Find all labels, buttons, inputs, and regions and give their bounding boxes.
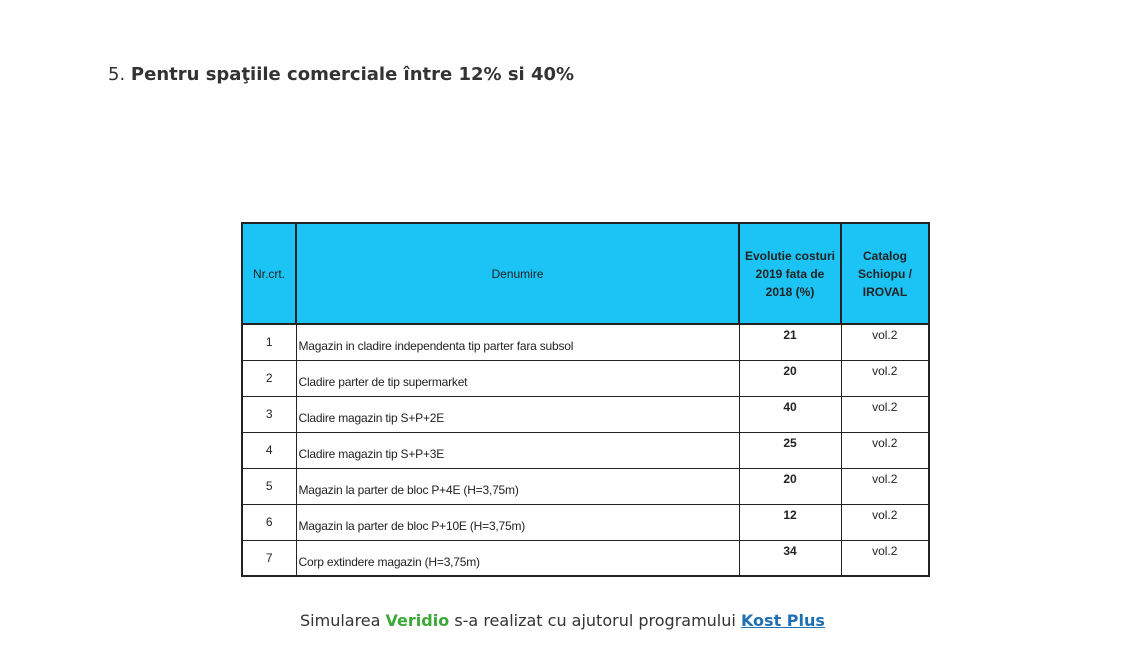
table-body (242, 324, 929, 576)
section-title: Pentru spaţiile comerciale între 12% si 40% (130, 64, 575, 85)
row-catalog: vol.2 (841, 540, 929, 576)
row-name: Magazin la parter de bloc P+4E (H=3,75m) (296, 468, 739, 504)
row-evolution-value: 25 (739, 432, 841, 468)
row-nr: 6 (242, 504, 296, 540)
row-evolution-value: 20 (739, 360, 841, 396)
row-evolution-value: 34 (739, 540, 841, 576)
row-catalog: vol.2 (841, 360, 929, 396)
table-header-row (242, 223, 929, 324)
footer-middle: s-a realizat cu ajutorul programului (454, 611, 736, 630)
row-evolution-value: 40 (739, 396, 841, 432)
row-nr: 4 (242, 432, 296, 468)
row-nr: 3 (242, 396, 296, 432)
header-name: Denumire (296, 223, 739, 324)
table-row (242, 504, 929, 540)
header-evolution: Evolutie costuri 2019 fata de 2018 (%) (739, 223, 841, 324)
row-name: Magazin in cladire independenta tip parter fara subsol (296, 324, 739, 360)
table-row (242, 468, 929, 504)
row-evolution-value: 21 (739, 324, 841, 360)
row-nr: 1 (242, 324, 296, 360)
row-evolution-value: 20 (739, 468, 841, 504)
header-nr: Nr.crt. (242, 223, 296, 324)
kost-plus-link[interactable]: Kost Plus (740, 611, 825, 630)
cost-evolution-table (241, 222, 930, 577)
row-name: Cladire parter de tip supermarket (296, 360, 739, 396)
row-catalog: vol.2 (841, 504, 929, 540)
row-name: Corp extindere magazin (H=3,75m) (296, 540, 739, 576)
row-name: Cladire magazin tip S+P+3E (296, 432, 739, 468)
section-number: 5. (108, 64, 126, 85)
row-nr: 5 (242, 468, 296, 504)
row-catalog: vol.2 (841, 468, 929, 504)
footer-brand: Veridio (385, 611, 450, 630)
table-row (242, 360, 929, 396)
row-catalog: vol.2 (841, 432, 929, 468)
footer-credit (300, 611, 825, 630)
row-name: Cladire magazin tip S+P+2E (296, 396, 739, 432)
row-nr: 2 (242, 360, 296, 396)
row-evolution-value: 12 (739, 504, 841, 540)
footer-prefix: Simularea (300, 611, 381, 630)
section-heading (108, 64, 574, 85)
row-catalog: vol.2 (841, 324, 929, 360)
table-row (242, 324, 929, 360)
row-nr: 7 (242, 540, 296, 576)
table-row (242, 432, 929, 468)
row-name: Magazin la parter de bloc P+10E (H=3,75m) (296, 504, 739, 540)
row-catalog: vol.2 (841, 396, 929, 432)
table-row (242, 396, 929, 432)
header-catalog: Catalog Schiopu / IROVAL (841, 223, 929, 324)
table-row (242, 540, 929, 576)
